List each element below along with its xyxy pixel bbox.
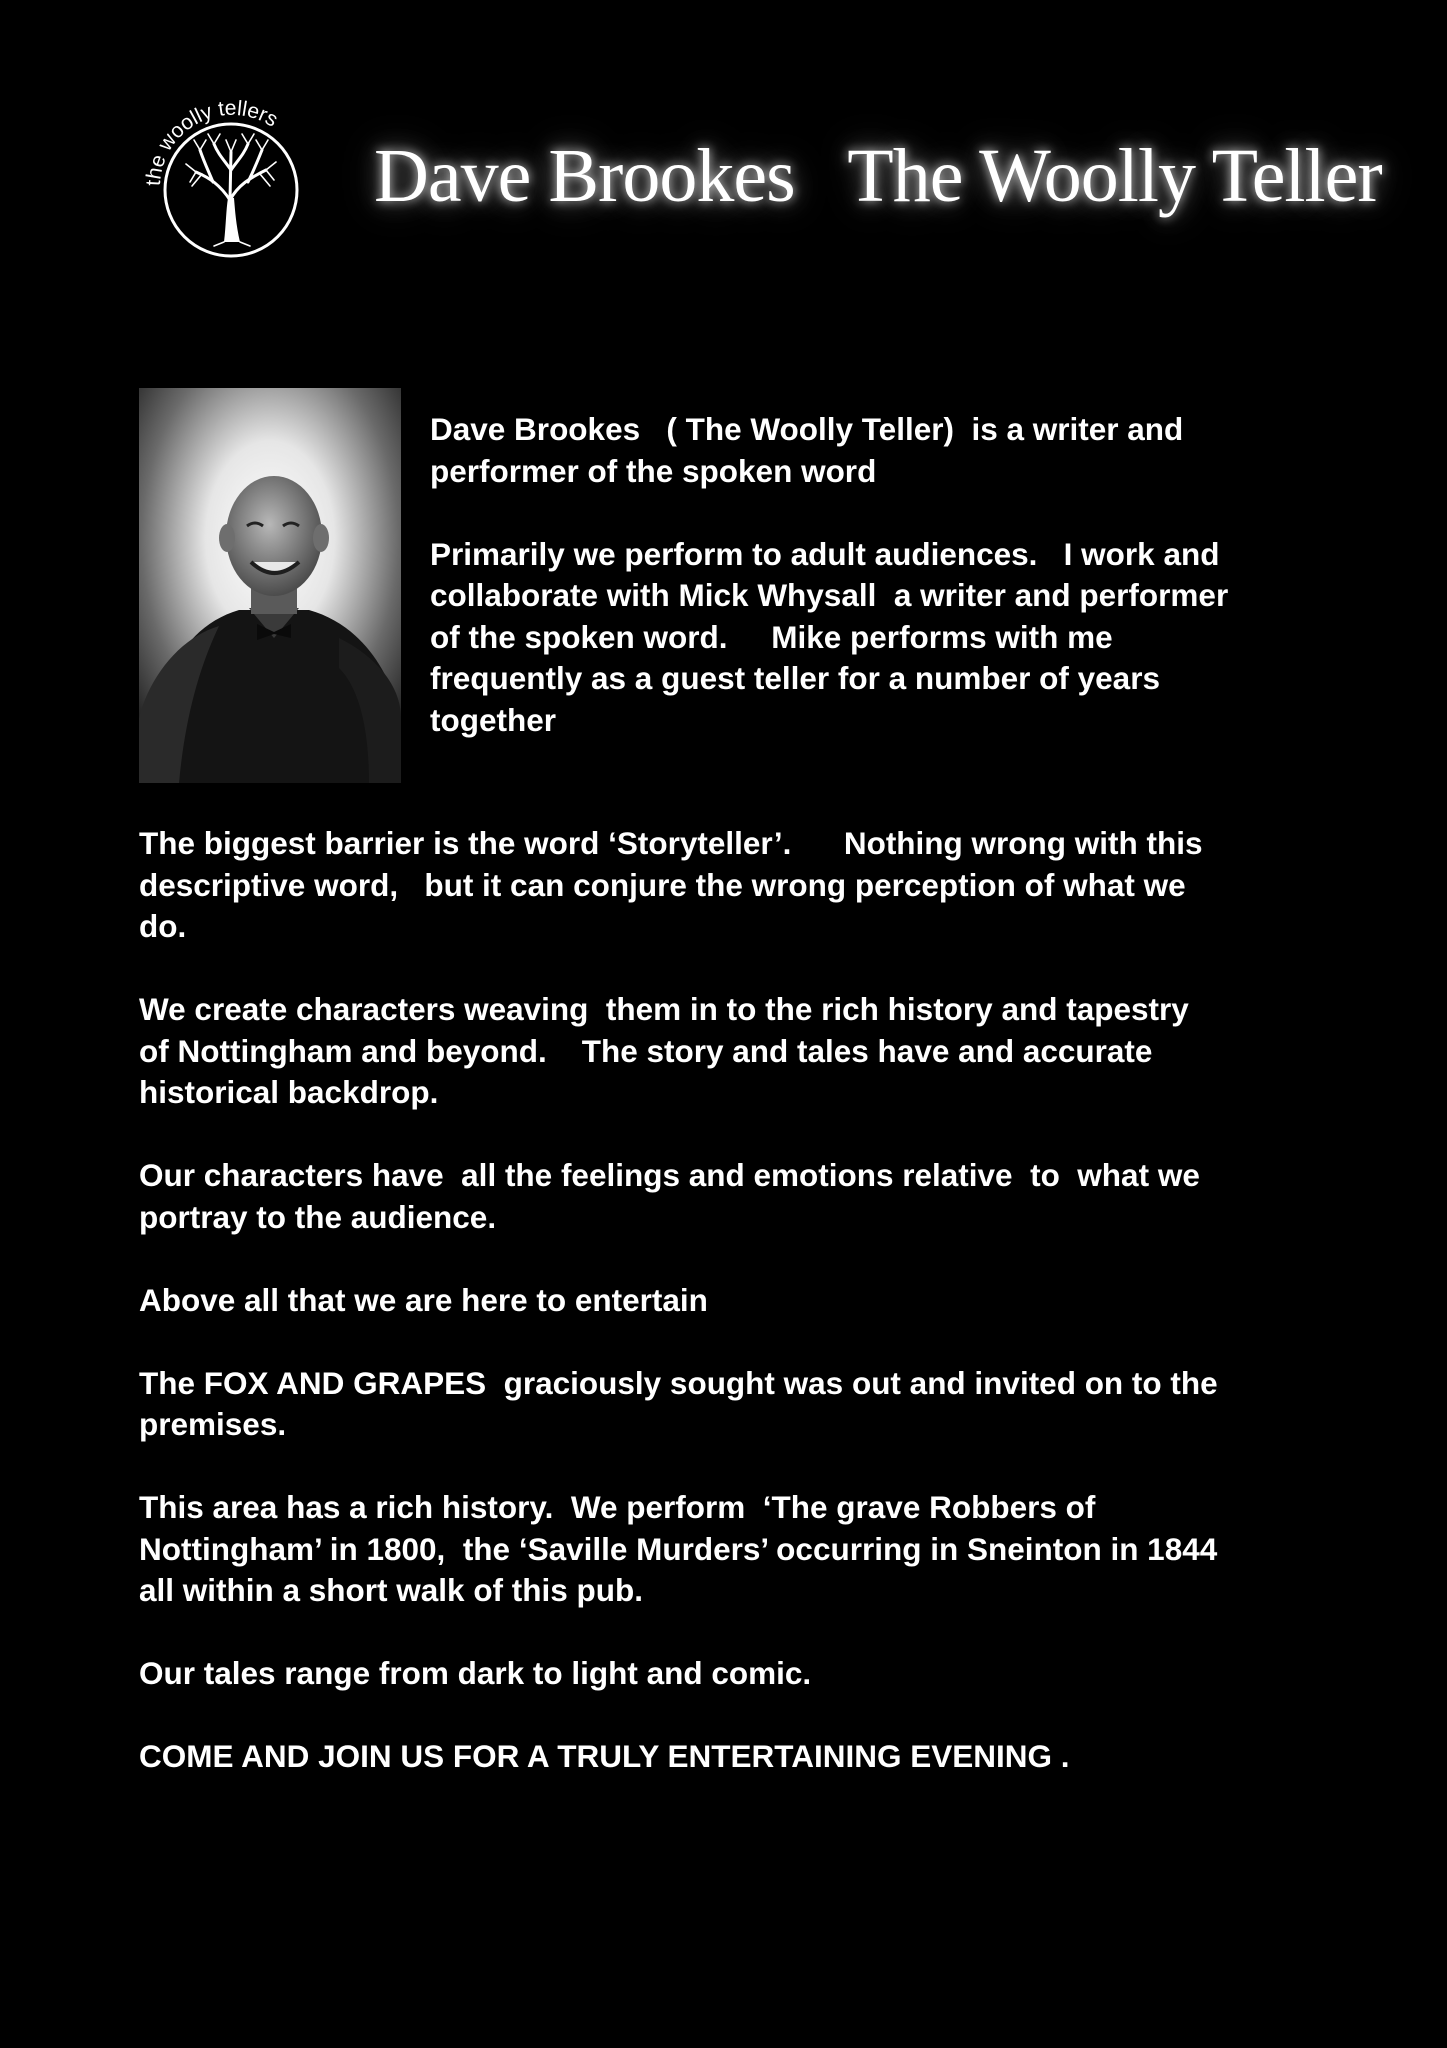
body-paragraph: Our characters have all the feelings and emotions relative to what we portray to the audience. — [139, 1157, 1200, 1235]
intro-text — [430, 409, 1330, 783]
intro-paragraph: Primarily we perform to adult audiences. I work and collaborate with Mick Whysall a writer and performer of the spoken word. Mike performs with me frequently as a guest teller for a number of years together — [430, 535, 1229, 738]
call-to-action: COME AND JOIN US FOR A TRULY ENTERTAINING EVENING . — [139, 1738, 1070, 1774]
intro-paragraph: Dave Brookes ( The Woolly Teller) is a writer and performer of the spoken word — [430, 411, 1184, 489]
body-paragraph: Our tales range from dark to light and comic. — [139, 1655, 812, 1691]
tree-logo-icon — [138, 90, 324, 260]
body-paragraph: We create characters weaving them in to the rich history and tapestry of Nottingham and beyond. The story and tales have and accurate historical backdrop. — [139, 991, 1189, 1110]
woolly-tellers-logo — [138, 90, 324, 260]
dave-brookes-photo — [139, 388, 401, 783]
body-paragraph: This area has a rich history. We perform ‘The grave Robbers of Nottingham’ in 1800, the ‘Saville Murders’ occurring in Sneinton in 1844 all within a short walk of this pub. — [139, 1489, 1218, 1608]
body-paragraph: The FOX AND GRAPES graciously sought was out and invited on to the premises. — [139, 1364, 1218, 1442]
page-title: Dave Brookes The Woolly Teller — [374, 134, 1382, 218]
body-paragraph: Above all that we are here to entertain — [139, 1281, 708, 1318]
logo-arc-text: the woolly tellers — [141, 96, 282, 187]
portrait-photo-icon — [139, 388, 401, 783]
body-paragraph: The biggest barrier is the word ‘Storyteller’. Nothing wrong with this descriptive word, but it can conjure the wrong perception of what we do. — [139, 825, 1203, 944]
body-text — [139, 823, 1339, 1819]
